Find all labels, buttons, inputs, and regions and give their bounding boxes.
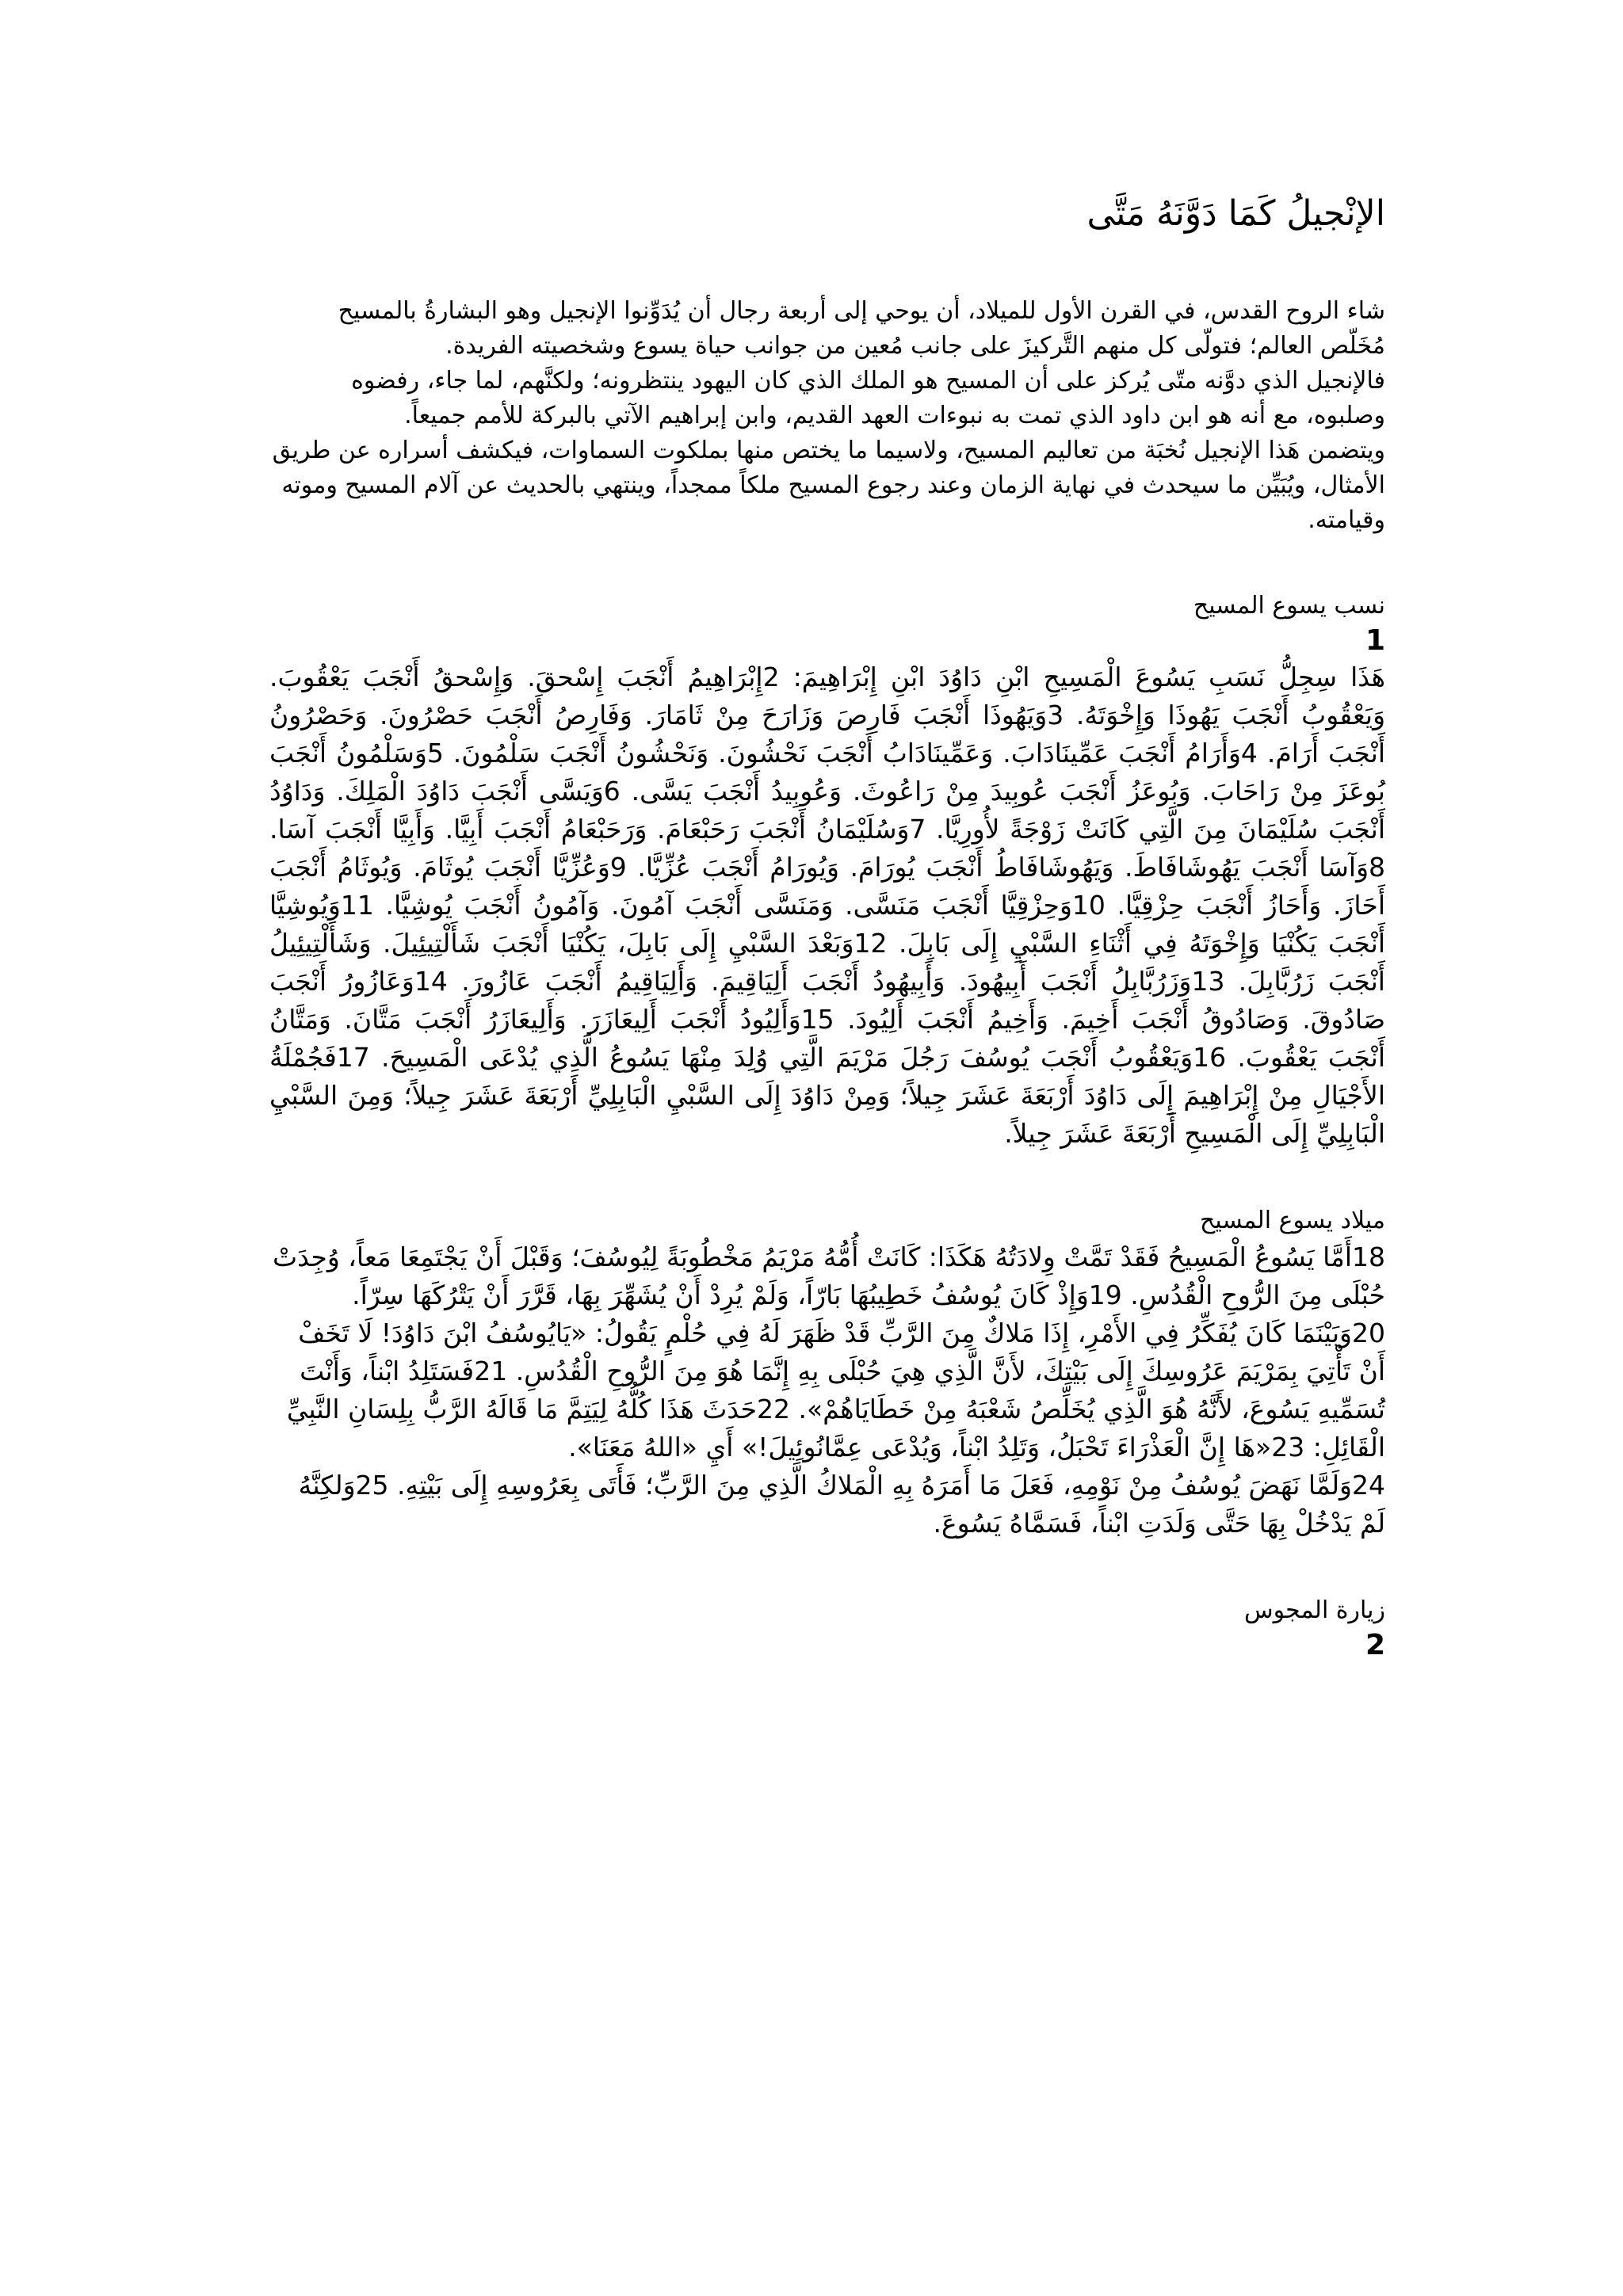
chapter-number: 1: [1365, 624, 1385, 657]
section-heading: زيارة المجوس: [1243, 1596, 1385, 1624]
verse-paragraph: هَذَا سِجِلُّ نَسَبِ يَسُوعَ الْمَسِيحِ ابْنِ دَاوُدَ ابْنِ إِبْرَاهِيمَ: 2إِبْرَاهِيمُ أَنْجَبَ إِسْحقَ. وَإِسْحقُ أَنْجَبَ يَعْقُوبَ. وَيَعْقُوبُ أَنْجَبَ يَهُوذَا وَإِخْوَتَهُ. 3وَيَهُوذَا أَنْجَبَ فَارِصَ وَزَارَحَ مِنْ ثَامَارَ. وَفَارِصُ أَنْجَبَ حَصْرُونَ. وَحَصْرُونُ أَنْجَبَ أَرَامَ. 4وَأَرَامُ أَنْجَبَ عَمِّينَادَابَ. وَعَمِّينَادَابُ أَنْجَبَ نَحْشُونَ. وَنَحْشُونُ أَنْجَبَ سَلْمُونَ. 5وَسَلْمُونُ أَنْجَبَ بُوعَزَ مِنْ رَاحَابَ. وَبُوعَزُ أَنْجَبَ عُوبِيدَ مِنْ رَاعُوثَ. وَعُوبِيدُ أَنْجَبَ يَسَّى. 6وَيَسَّى أَنْجَبَ دَاوُدَ الْمَلِكَ. وَدَاوُدُ أَنْجَبَ سُلَيْمَانَ مِنَ الَّتِي كَانَتْ زَوْجَةً لأُورِيَّا. 7وَسُلَيْمَانُ أَنْجَبَ رَحَبْعَامَ. وَرَحَبْعَامُ أَنْجَبَ أَبِيَّا. وَأَبِيَّا أَنْجَبَ آسَا. 8وَآسَا أَنْجَبَ يَهُوشَافَاطَ. وَيَهُوشَافَاطُ أَنْجَبَ يُورَامَ. وَيُورَامُ أَنْجَبَ عُزِّيَّا. 9وَعُزِّيَّا أَنْجَبَ يُوثَامَ. وَيُوثَامُ أَنْجَبَ أَحَازَ. وَأَحَازُ أَنْجَبَ حِزْقِيَّا. 10وَحِزْقِيَّا أَنْجَبَ مَنَسَّى. وَمَنَسَّى أَنْجَبَ آمُونَ. وَآمُونُ أَنْجَبَ يُوشِيَّا. 11وَيُوشِيَّا أَنْجَبَ يَكُنْيَا وَإِخْوَتَهُ فِي أَثْنَاءِ السَّبْيِ إِلَى بَابِلَ. 12وَبَعْدَ السَّبْيِ إِلَى بَابِلَ، يَكُنْيَا أَنْجَبَ شَأَلْتِيئِيلَ. وَشَأَلْتِيئِيلُ أَنْجَبَ زَرُبَّابِلَ. 13وَزَرُبَّابِلُ أَنْجَبَ أَبِيهُودَ. وَأَبِيهُودُ أَنْجَبَ أَلِيَاقِيمَ. وَأَلِيَاقِيمُ أَنْجَبَ عَازُورَ. 14وَعَازُورُ أَنْجَبَ صَادُوقَ. وَصَادُوقُ أَنْجَبَ أَخِيمَ. وَأَخِيمُ أَنْجَبَ أَلِيُودَ. 15وَأَلِيُودُ أَنْجَبَ أَلِيعَازَرَ. وَأَلِيعَازَرُ أَنْجَبَ مَتَّانَ. وَمَتَّانُ أَنْجَبَ يَعْقُوبَ. 16وَيَعْقُوبُ أَنْجَبَ يُوسُفَ رَجُلَ مَرْيَمَ الَّتِي وُلِدَ مِنْهَا يَسُوعُ الَّذِي يُدْعَى الْمَسِيحَ. 17فَجُمْلَةُ الأَجْيَالِ مِنْ إِبْرَاهِيمَ إِلَى دَاوُدَ أَرْبَعَةَ عَشَرَ جِيلاً؛ وَمِنْ دَاوُدَ إِلَى السَّبْيِ الْبَابِلِيِّ أَرْبَعَةَ عَشَرَ جِيلاً؛ وَمِنَ السَّبْيِ الْبَابِلِيِّ إِلَى الْمَسِيحِ أَرْبَعَةَ عَشَرَ جِيلاً.: [269, 661, 1386, 1149]
section-birth: [269, 1203, 1385, 1543]
intro-paragraph: شاء الروح القدس، في القرن الأول للميلاد، أن يوحي إلى أربعة رجال أن يُدَوِّنوا الإنجيل وهو البشارةُ بالمسيح مُخَلّص العالم؛ فتولّى كل منهم التَّركيزَ على جانب مُعين من جوانب حياة يسوع وشخصيته الفريدة.: [338, 296, 1385, 360]
verse-paragraph: 18أَمَّا يَسُوعُ الْمَسِيحُ فَقَدْ تَمَّتْ وِلادَتُهُ هَكَذَا: كَانَتْ أُمُّهُ مَرْيَمُ مَخْطُوبَةً لِيُوسُفَ؛ وَقَبْلَ أَنْ يَجْتَمِعَا مَعاً، وُجِدَتْ حُبْلَى مِنَ الرُّوحِ الْقُدُسِ. 19وَإِذْ كَانَ يُوسُفُ خَطِيبُهَا بَارّاً، وَلَمْ يُرِدْ أَنْ يُشَهِّرَ بِهَا، قَرَّرَ أَنْ يَتْرُكَهَا سِرّاً. 20وَبَيْنَمَا كَانَ يُفَكِّرُ فِي الأَمْرِ، إِذَا مَلاكٌ مِنَ الرَّبِّ قَدْ ظَهَرَ لَهُ فِي حُلْمٍ يَقُولُ: «يَايُوسُفُ ابْنَ دَاوُدَ! لَا تَخَفْ أَنْ تَأْتِيَ بِمَرْيَمَ عَرُوسِكَ إِلَى بَيْتِكَ، لأَنَّ الَّذِي هِيَ حُبْلَى بِهِ إِنَّمَا هُوَ مِنَ الرُّوحِ الْقُدُسِ. 21فَسَتَلِدُ ابْناً، وَأَنْتَ تُسَمِّيهِ يَسُوعَ، لأَنَّهُ هُوَ الَّذِي يُخَلِّصُ شَعْبَهُ مِنْ خَطَايَاهُمْ». 22حَدَثَ هَذَا كُلُّهُ لِيَتِمَّ مَا قَالَهُ الرَّبُّ بِلِسَانِ النَّبِيِّ الْقَائِلِ: 23«هَا إِنَّ الْعَذْرَاءَ تَحْبَلُ، وَتَلِدُ ابْناً، وَيُدْعَى عِمَّانُوئِيلَ!» أَيِ «اللهُ مَعَنَا».: [273, 1241, 1385, 1463]
section-heading: نسب يسوع المسيح: [1193, 591, 1385, 620]
section-genealogy: [269, 589, 1385, 1153]
intro-paragraph: ويتضمن هَذا الإنجيل نُخبَة من تعاليم المسيح، ولاسيما ما يختص منها بملكوت السماوات، فيكشف أسراره عن طريق الأمثال، ويُبَيِّن ما سيحدث في نهاية الزمان وعند رجوع المسيح ملكاً ممجداً، وينتهي بالحديث عن آلام المسيح وموته وقيامته.: [272, 436, 1385, 534]
section-heading: ميلاد يسوع المسيح: [1200, 1206, 1385, 1234]
document-title: الإنْجيلُ كَمَا دَوَّنَهُ مَتَّى: [1086, 193, 1385, 234]
document-body: [269, 193, 1385, 1663]
intro-paragraph: فالإنجيل الذي دوَّنه متّى يُركز على أن المسيح هو الملك الذي كان اليهود ينتظرونه؛ ولكنَّهم، لما جاء، رفضوه وصلبوه، مع أنه هو ابن داود الذي تمت به نبوءات العهد القديم، وابن إبراهيم الآتي بالبركة للأمم جميعاً.: [351, 366, 1385, 429]
verse-paragraph: 24وَلَمَّا نَهَضَ يُوسُفُ مِنْ نَوْمِهِ، فَعَلَ مَا أَمَرَهُ بِهِ الْمَلاكُ الَّذِي مِنَ الرَّبِّ؛ فَأَتَى بِعَرُوسِهِ إِلَى بَيْتِهِ. 25وَلكِنَّهُ لَمْ يَدْخُلْ بِهَا حَتَّى وَلَدَتِ ابْناً، فَسَمَّاهُ يَسُوعَ.: [298, 1469, 1385, 1539]
introduction: [269, 294, 1385, 538]
section-magi: [269, 1593, 1385, 1663]
chapter-number: 2: [1365, 1628, 1385, 1661]
